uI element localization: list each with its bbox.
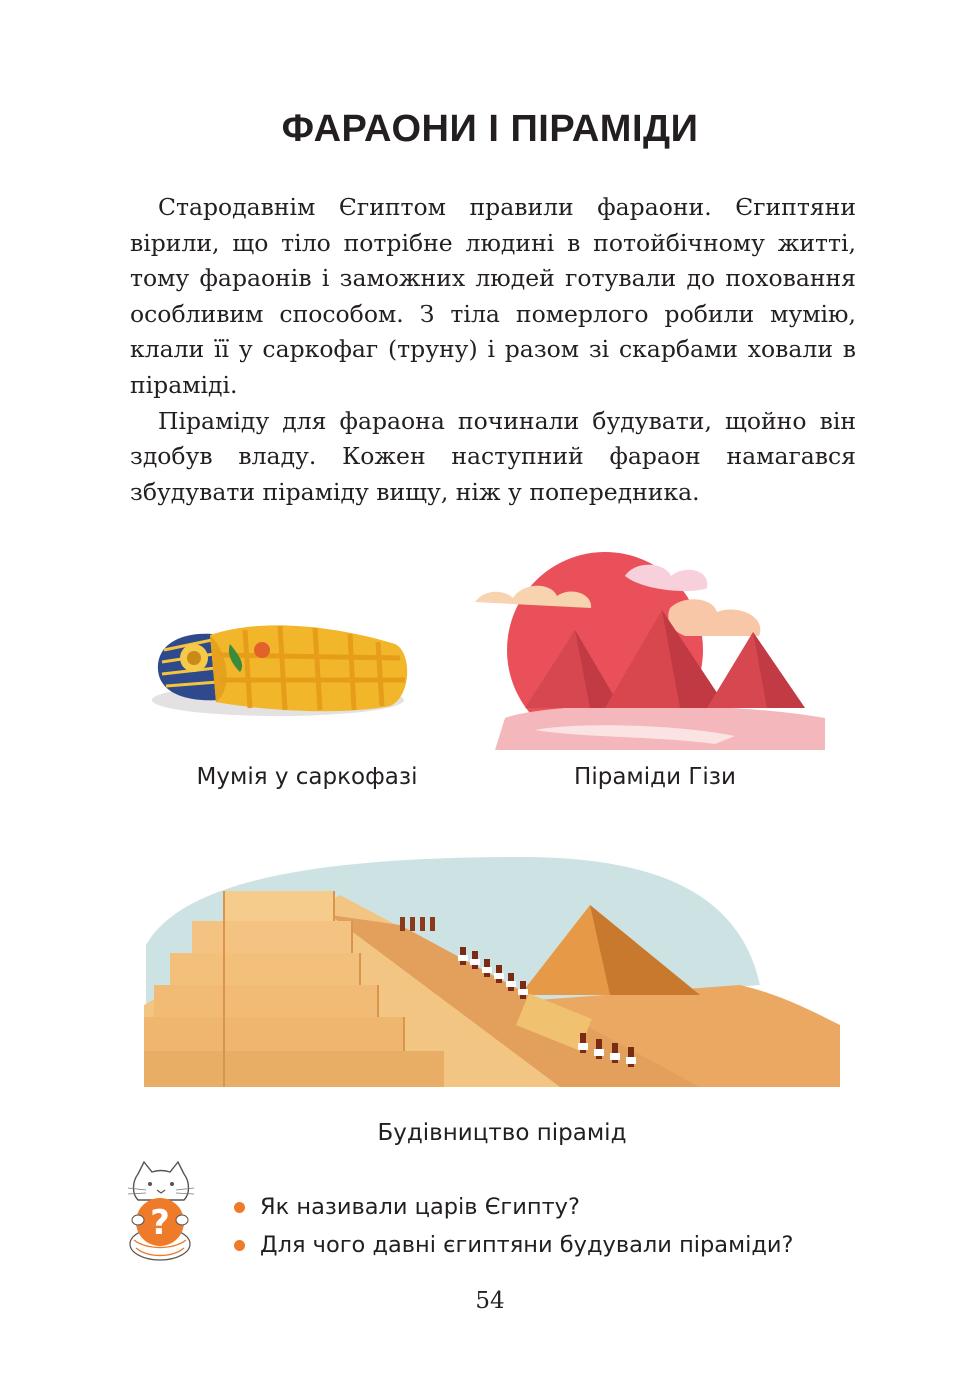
caption-giza: Піраміди Гізи bbox=[574, 764, 736, 790]
body-text bbox=[130, 190, 856, 510]
pyramids-illustration bbox=[475, 550, 835, 750]
caption-construction: Будівництво пірамід bbox=[377, 1120, 627, 1146]
question-text: Як називали царів Єгипту? bbox=[260, 1194, 580, 1220]
page-number: 54 bbox=[475, 1288, 505, 1314]
paragraph-2: Піраміду для фараона починали будувати, щойно він здобув владу. Кожен наступний фараон намагався збудувати піраміду вищу, ніж у попередника. bbox=[130, 406, 856, 506]
question-item bbox=[232, 1190, 793, 1228]
caption-mummy: Мумія у саркофазі bbox=[196, 764, 418, 790]
page-title: ФАРАОНИ І ПІРАМІДИ bbox=[281, 108, 699, 150]
question-list bbox=[232, 1190, 793, 1266]
bullet-icon bbox=[234, 1240, 245, 1251]
construction-illustration bbox=[140, 855, 840, 1095]
question-text: Для чого давні єгиптяни будували піраміди? bbox=[260, 1232, 794, 1258]
paragraph-1: Стародавнім Єгиптом правили фараони. Єгиптяни вірили, що тіло потрібне людині в потойбічному житті, тому фараонів і заможних людей готували до поховання особливим способом. З тіла померлого робили мумію, клали її у саркофаг (труну) і разом зі скарбами ховали в піраміді. bbox=[130, 193, 856, 399]
bullet-icon bbox=[234, 1202, 245, 1213]
sarcophagus-illustration bbox=[150, 610, 420, 720]
cat-question-icon bbox=[126, 1160, 196, 1264]
question-item bbox=[232, 1228, 793, 1266]
svg-text:?: ? bbox=[150, 1203, 170, 1243]
